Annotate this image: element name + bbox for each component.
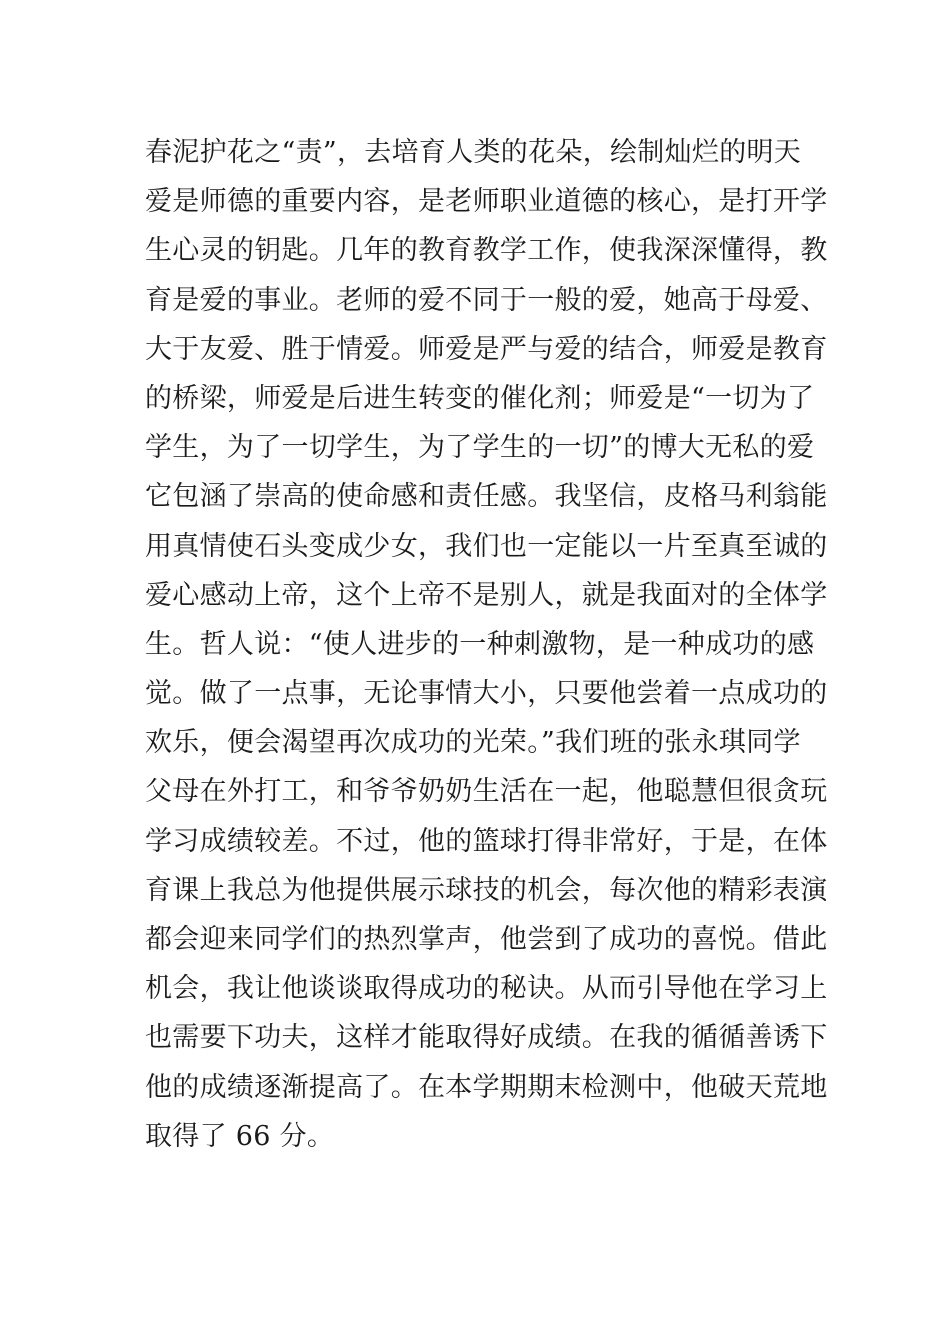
body-text [145, 128, 828, 1161]
text-line: 都会迎来同学们的热烈掌声，他尝到了成功的喜悦。借此 [145, 924, 828, 955]
text-line: 欢乐，便会渴望再次成功的光荣。”我们班的张永琪同学 [145, 727, 801, 759]
text-line: 学生，为了一切学生，为了学生的一切”的博大无私的爱 [145, 432, 815, 464]
text-line: 觉。做了一点事，无论事情大小，只要他尝着一点成功的 [145, 678, 828, 710]
text-line: 用真情使石头变成少女，我们也一定能以一片至真至诚的 [145, 530, 828, 562]
text-line: 爱心感动上帝，这个上帝不是别人，就是我面对的全体学 [145, 579, 828, 611]
text-line: 他的成绩逐渐提高了。在本学期期末检测中，他破天荒地 [145, 1071, 828, 1103]
text-line: 父母在外打工，和爷爷奶奶生活在一起，他聪慧但很贪玩 [145, 776, 828, 808]
text-line: 爱是师德的重要内容，是老师职业道德的核心，是打开学 [145, 186, 828, 218]
text-line: 生。哲人说：“使人进步的一种刺激物，是一种成功的感 [145, 628, 815, 660]
text-line: 学习成绩较差。不过，他的篮球打得非常好，于是，在体 [145, 825, 828, 857]
text-line: 大于友爱、胜于情爱。师爱是严与爱的结合，师爱是教育 [145, 333, 828, 365]
text-line: 它包涵了崇高的使命感和责任感。我坚信，皮格马利翁能 [145, 481, 828, 513]
text-line: 机会，我让他谈谈取得成功的秘诀。从而引导他在学习上 [145, 973, 828, 1005]
text-line: 的桥梁，师爱是后进生转变的催化剂；师爱是“一切为了 [145, 382, 815, 414]
text-line: 也需要下功夫，这样才能取得好成绩。在我的循循善诱下 [145, 1022, 828, 1054]
text-line: 生心灵的钥匙。几年的教育教学工作，使我深深懂得，教 [145, 235, 828, 267]
text-line: 育课上我总为他提供展示球技的机会，每次他的精彩表演 [145, 874, 828, 906]
text-line: 育是爱的事业。老师的爱不同于一般的爱，她高于母爱、 [145, 284, 828, 316]
text-line: 春泥护花之“责”，去培育人类的花朵，绘制灿烂的明天 [145, 137, 802, 168]
text-line: 取得了 66 分。 [145, 1120, 335, 1152]
